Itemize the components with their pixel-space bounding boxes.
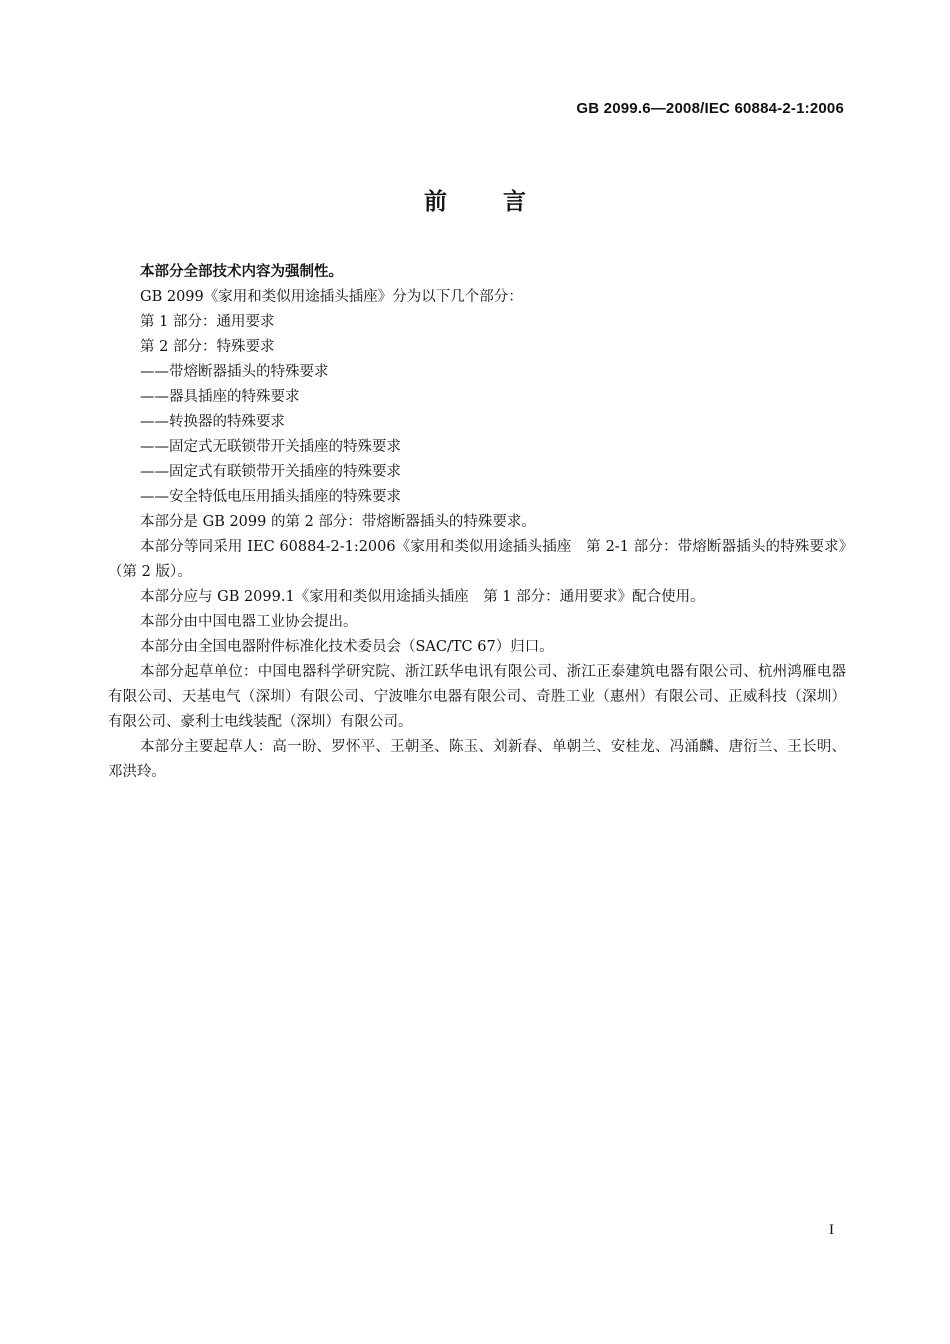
- list-item-switched-sockets-with-interlock: ——固定式有联锁带开关插座的特殊要求: [140, 464, 401, 480]
- document-body: [108, 260, 846, 785]
- paragraph-series-intro: GB 2099《家用和类似用途插头插座》分为以下几个部分：: [140, 289, 523, 305]
- list-item-fused-plugs: ——带熔断器插头的特殊要求: [140, 364, 329, 380]
- paragraph-used-with: 本部分应与 GB 2099.1《家用和类似用途插头插座 第 1 部分：通用要求》配合使用。: [140, 589, 705, 605]
- page-title: 前言: [424, 189, 582, 215]
- paragraph-managed-by: 本部分由全国电器附件标准化技术委员会（SAC/TC 67）归口。: [140, 639, 554, 655]
- list-item-part-2: 第 2 部分：特殊要求: [140, 339, 275, 355]
- list-item-part-1: 第 1 部分：通用要求: [140, 314, 275, 330]
- paragraph-drafting-units: 本部分起草单位：中国电器科学研究院、浙江跃华电讯有限公司、浙江正泰建筑电器有限公司、杭州鸿雁电器有限公司、天基电气（深圳）有限公司、宁波唯尔电器有限公司、奇胜工业（惠州）有限公司、正威科技（深圳）有限公司、豪利士电线装配（深圳）有限公司。: [108, 664, 846, 730]
- standard-code: GB 2099.6—2008/IEC 60884-2-1:2006: [576, 100, 844, 117]
- paragraph-drafters: 本部分主要起草人：高一盼、罗怀平、王朝圣、陈玉、刘新春、单朝兰、安桂龙、冯涌麟、唐衍兰、王长明、邓洪玲。: [108, 739, 846, 780]
- paragraph-part-scope: 本部分是 GB 2099 的第 2 部分：带熔断器插头的特殊要求。: [140, 514, 536, 530]
- paragraph-proposed-by: 本部分由中国电器工业协会提出。: [140, 614, 358, 630]
- page-number: I: [829, 1222, 834, 1238]
- list-item-switched-sockets-without-interlock: ——固定式无联锁带开关插座的特殊要求: [140, 439, 401, 455]
- paragraph-mandatory-statement: 本部分全部技术内容为强制性。: [140, 264, 343, 280]
- list-item-adaptors: ——转换器的特殊要求: [140, 414, 285, 430]
- list-item-selv-plugs-sockets: ——安全特低电压用插头插座的特殊要求: [140, 489, 401, 505]
- paragraph-iec-equivalence: 本部分等同采用 IEC 60884-2-1:2006《家用和类似用途插头插座 第 2-1 部分：带熔断器插头的特殊要求》（第 2 版）。: [108, 539, 846, 580]
- list-item-appliance-sockets: ——器具插座的特殊要求: [140, 389, 300, 405]
